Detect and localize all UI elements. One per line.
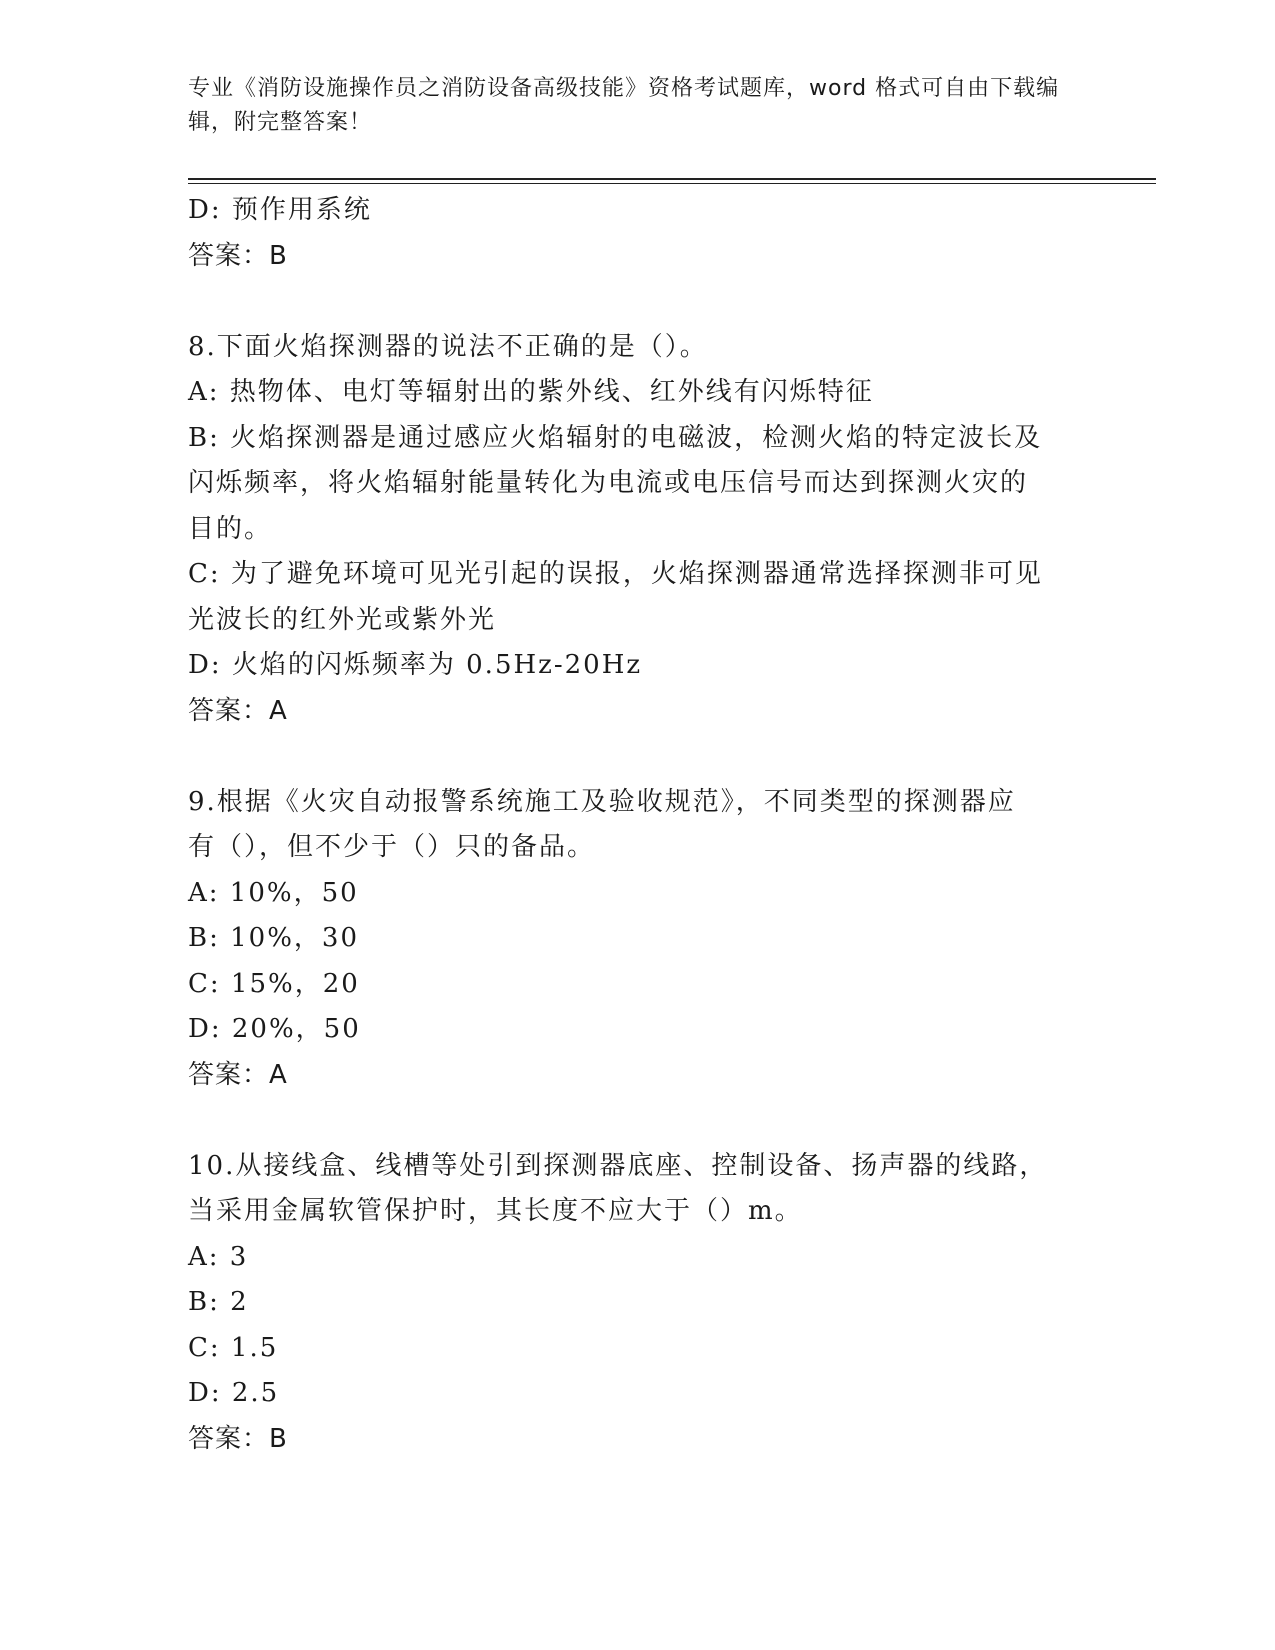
question-stem: 当采用金属软管保护时，其长度不应大于（）m。 (188, 1196, 803, 1226)
question-block (188, 1144, 1088, 1463)
question-option: C: 15%，20 (188, 968, 360, 999)
question-option: C: 为了避免环境可见光引起的误报，火焰探测器通常选择探测非可见 (188, 559, 1043, 589)
question-block (188, 780, 1088, 1099)
answer-line: 答案：A (188, 1059, 288, 1090)
question-list (188, 279, 1088, 1462)
question-stem: 9.根据《火灾自动报警系统施工及验收规范》，不同类型的探测器应 (188, 786, 1016, 817)
question-option: C: 1.5 (188, 1332, 279, 1363)
answer-line: 答案：B (188, 1423, 288, 1454)
question-spacer (188, 279, 1088, 325)
question-option: A: 热物体、电灯等辐射出的紫外线、红外线有闪烁特征 (188, 377, 874, 407)
answer-line: 答案：A (188, 695, 288, 726)
option-d: D: 预作用系统 (188, 195, 372, 225)
header-rule-thick (188, 178, 1156, 180)
question-option: A: 3 (188, 1241, 249, 1272)
header-rule-thin (188, 183, 1156, 184)
question-option: D: 2.5 (188, 1378, 280, 1408)
previous-question-tail (188, 188, 1088, 279)
question-option: D: 20%，50 (188, 1014, 361, 1044)
question-option: D: 火焰的闪烁频率为 0.5Hz-20Hz (188, 650, 643, 680)
question-option: B: 10%，30 (188, 923, 360, 953)
question-option: B: 2 (188, 1287, 249, 1317)
question-option: A: 10%，50 (188, 877, 359, 908)
answer-line: 答案：B (188, 240, 288, 271)
question-option: 目的。 (188, 513, 273, 544)
question-spacer (188, 1098, 1088, 1144)
question-spacer (188, 734, 1088, 780)
header-text: 专业《消防设施操作员之消防设备高级技能》资格考试题库，word 格式可自由下载编辑，附完整答案！ (188, 76, 1060, 135)
question-option: 光波长的红外光或紫外光 (188, 604, 497, 635)
question-option: B: 火焰探测器是通过感应火焰辐射的电磁波，检测火焰的特定波长及 (188, 422, 1043, 453)
document-body (188, 188, 1088, 1462)
question-option: 闪烁频率，将火焰辐射能量转化为电流或电压信号而达到探测火灾的 (188, 468, 1029, 498)
document-header (188, 72, 1068, 140)
question-stem: 10.从接线盒、线槽等处引到探测器底座、控制设备、扬声器的线路， (188, 1150, 1048, 1181)
question-stem: 有（），但不少于（）只的备品。 (188, 832, 596, 862)
question-block (188, 325, 1088, 735)
question-stem: 8.下面火焰探测器的说法不正确的是（）。 (188, 331, 708, 362)
